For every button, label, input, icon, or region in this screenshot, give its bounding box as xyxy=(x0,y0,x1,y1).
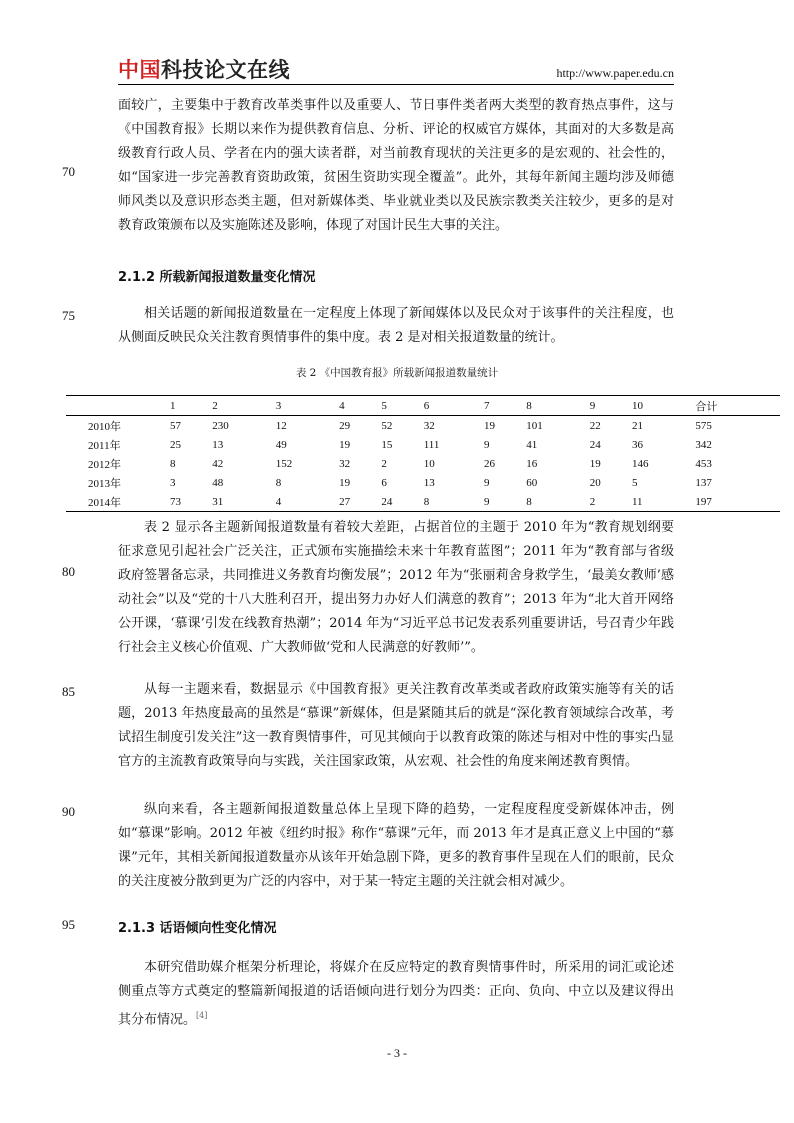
table-cell: 48 xyxy=(212,476,224,489)
line-number: 90 xyxy=(62,804,75,819)
table-cell: 20 xyxy=(589,476,601,489)
table-cell: 8 xyxy=(526,495,532,508)
citation-ref[interactable]: [4] xyxy=(196,1011,208,1020)
page-header xyxy=(118,58,674,85)
body-paragraph: 纵向来看，各主题新闻报道数量总体上呈现下降的趋势，一定程度程度受新媒体冲击，例如“慕课”影响。2012 年被《纽约时报》称作“慕课”元年，而 2013 年才是真正意义上中国的“慕课”元年，其相关新闻报道数量亦从该年开始急剧下降，更多的教育事件呈现在人们的眼前，民众的关注度被分散到更为广泛的内容中，对于某一特定主题的关注就会相对减少。 xyxy=(118,802,674,889)
table-header-cell: 1 xyxy=(170,399,176,412)
table-cell: 10 xyxy=(423,457,435,470)
table-cell: 3 xyxy=(170,476,176,489)
table-cell: 21 xyxy=(631,419,643,432)
table-cell: 57 xyxy=(170,419,181,432)
table-cell: 5 xyxy=(631,476,638,489)
table-row xyxy=(66,435,780,454)
table-header-cell xyxy=(66,396,170,416)
table-row xyxy=(66,492,780,512)
table-row-label: 2014年 xyxy=(88,496,121,509)
table-row xyxy=(66,416,780,436)
table-cell: 27 xyxy=(339,495,351,508)
table-cell: 19 xyxy=(589,457,601,470)
table-cell: 101 xyxy=(526,419,543,432)
table-header-row xyxy=(66,396,780,416)
line-number: 85 xyxy=(62,684,75,699)
table-cell: 73 xyxy=(170,495,181,508)
body-paragraph: 相关话题的新闻报道数量在一定程度上体现了新闻媒体以及民众对于该事件的关注程度，也从侧面反映民众关注教育舆情事件的集中度。表 2 是对相关报道数量的统计。 xyxy=(118,306,674,345)
table-cell: 52 xyxy=(381,419,393,432)
table-caption: 表 2 《中国教育报》所载新闻报道数量统计 xyxy=(295,367,499,379)
line-number: 75 xyxy=(62,308,75,323)
table-cell: 49 xyxy=(275,438,287,451)
table-cell: 13 xyxy=(212,438,224,451)
table-cell: 12 xyxy=(275,419,287,432)
table-row-label: 2010年 xyxy=(88,420,121,433)
table-header-cell: 6 xyxy=(423,399,430,412)
table-header-cell: 10 xyxy=(631,399,643,412)
table-cell: 19 xyxy=(483,419,495,432)
table-cell: 32 xyxy=(423,419,435,432)
table-cell: 19 xyxy=(339,438,351,451)
table-cell: 2 xyxy=(381,457,387,470)
table-header-cell: 9 xyxy=(589,399,596,412)
table-header-cell: 5 xyxy=(381,399,387,412)
table-cell: 19 xyxy=(339,476,351,489)
table-header-cell: 7 xyxy=(483,399,490,412)
table-cell: 8 xyxy=(423,495,430,508)
header-url[interactable]: http://www.paper.edu.cn xyxy=(556,66,674,80)
table-row-label: 2013年 xyxy=(88,477,121,490)
line-number: 80 xyxy=(62,564,75,579)
body-paragraph: 表 2 显示各主题新闻报道数量有着较大差距，占据首位的主题于 2010 年为“教育规划纲要征求意见引起社会广泛关注，正式颁布实施描绘未来十年教育蓝图”；2011 年为“教育部与省级政府签署备忘录，共同推进义务教育均衡发展”；2012 年为“张丽莉舍身救学生，‘最美女教师’感动社会”以及“党的十八大胜利召开，提出努力办好人们满意的教育”；2013 年为“北大首开网络公开课，‘慕课’引发在线教育热潮”；2014 年为“习近平总书记发表系列重要讲话，号召青少年践行社会主义核心价值观、广大教师做‘党和人民满意的好教师’”。 xyxy=(118,520,674,655)
table-row-label: 2012年 xyxy=(88,458,121,471)
table-cell: 11 xyxy=(631,495,643,508)
table-header-cell: 4 xyxy=(339,399,345,412)
table-header-cell: 3 xyxy=(275,399,282,412)
table-cell: 26 xyxy=(483,457,495,470)
table-cell: 6 xyxy=(381,476,387,489)
table-cell: 31 xyxy=(212,495,224,508)
table-row xyxy=(66,454,780,473)
table-cell: 32 xyxy=(339,457,351,470)
journal-logo: 中国科技论文在线 xyxy=(118,58,290,82)
table-cell: 41 xyxy=(526,438,538,451)
table-cell: 9 xyxy=(483,438,490,451)
table-cell: 16 xyxy=(526,457,538,470)
table-cell: 13 xyxy=(423,476,435,489)
table-cell: 24 xyxy=(381,495,393,508)
table-cell: 42 xyxy=(212,457,224,470)
table-row xyxy=(66,473,780,492)
table-cell: 8 xyxy=(275,476,282,489)
table-cell: 137 xyxy=(695,476,712,489)
table-cell: 25 xyxy=(170,438,181,451)
line-number: 70 xyxy=(62,164,75,179)
table-cell: 230 xyxy=(212,419,229,432)
table-cell: 36 xyxy=(631,438,643,451)
line-number: 95 xyxy=(62,917,75,932)
table-cell: 8 xyxy=(170,457,176,470)
table-header-cell: 合计 xyxy=(695,400,718,413)
table-cell: 342 xyxy=(695,438,712,451)
table-cell: 152 xyxy=(275,457,293,470)
section-heading: 2.1.3 话语倾向性变化情况 xyxy=(118,921,277,936)
table-cell: 9 xyxy=(483,476,490,489)
table-cell: 453 xyxy=(695,457,712,470)
table-cell: 60 xyxy=(526,476,538,489)
table-cell: 575 xyxy=(695,419,712,432)
section-heading: 2.1.2 所载新闻报道数量变化情况 xyxy=(118,270,316,285)
body-paragraph: 面较广，主要集中于教育改革类事件以及重要人、节日事件类者两大类型的教育热点事件，这与《中国教育报》长期以来作为提供教育信息、分析、评论的权威官方媒体，其面对的大多数是高级教育行政人员、学者在内的强大读者群，对当前教育现状的关注更多的是宏观的、社会性的，如“国家进一步完善教育资助政策，贫困生资助实现全覆盖”。此外，其每年新闻主题均涉及师德师风类以及意识形态类主题，但对新媒体类、毕业就业类以及民族宗教类关注较少，更多的是对教育政策颁布以及实施陈述及影响，体现了对国计民生大事的关注。 xyxy=(118,98,674,233)
table-cell: 15 xyxy=(381,438,393,451)
table-cell: 4 xyxy=(275,495,282,508)
table-cell: 146 xyxy=(631,457,649,470)
table-header-cell: 8 xyxy=(526,399,532,412)
table-header-cell: 2 xyxy=(212,399,218,412)
body-paragraph: 本研究借助媒介框架分析理论，将媒介在反应特定的教育舆情事件时，所采用的词汇或论述侧重点等方式奠定的整篇新闻报道的话语倾向进行划分为四类：正向、负向、中立以及建议得出其分布情况。[4] xyxy=(118,960,674,1028)
page-number: - 3 - xyxy=(387,1046,407,1060)
body-paragraph: 从每一主题来看，数据显示《中国教育报》更关注教育改革类或者政府政策实施等有关的话题，2013 年热度最高的虽然是“慕课”新媒体，但是紧随其后的就是“深化教育领域综合改革，考试招生制度引发关注”这一教育舆情事件，可见其倾向于以教育政策的陈述与相对中性的事实凸显官方的主流教育政策导向与实践，关注国家政策，从宏观、社会性的角度来阐述教育舆情。 xyxy=(118,682,674,769)
report-count-table xyxy=(66,395,780,512)
table-cell: 197 xyxy=(695,495,712,508)
table-cell: 29 xyxy=(339,419,351,432)
table-cell: 22 xyxy=(589,419,601,432)
table-row-label: 2011年 xyxy=(88,439,121,452)
table-cell: 111 xyxy=(423,438,440,451)
table-cell: 9 xyxy=(483,495,490,508)
table-cell: 24 xyxy=(589,438,601,451)
table-cell: 2 xyxy=(589,495,596,508)
